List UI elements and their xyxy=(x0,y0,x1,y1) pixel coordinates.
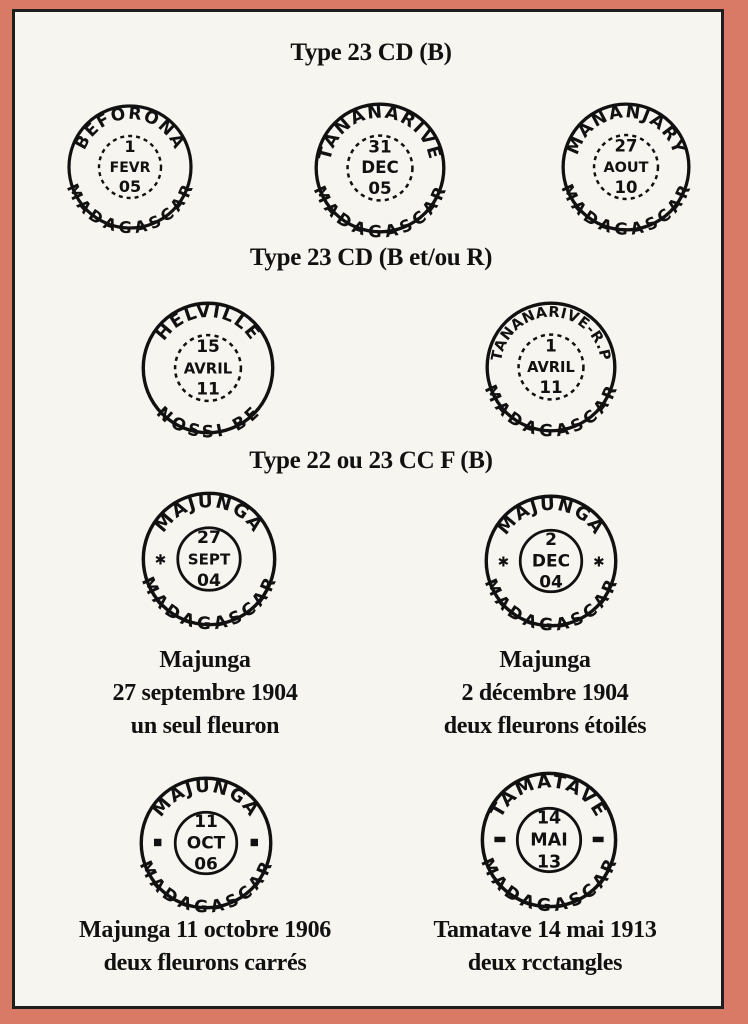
postmark-top-text: MAJUNGA xyxy=(493,493,609,540)
postmark-top-text: TAMATAVE xyxy=(486,771,612,822)
postmark-plate xyxy=(12,9,724,1009)
postmark-bottom-text: MADAGASCAR xyxy=(480,381,622,441)
square-fleuron-icon xyxy=(154,839,161,846)
postmark-date-line: 2 xyxy=(545,530,557,551)
postmark-date-line: 13 xyxy=(536,852,562,873)
postmark-majunga-1904-dec xyxy=(479,492,623,636)
postmark-date-line: AOUT xyxy=(603,160,649,177)
postmark-date-line: DEC xyxy=(531,551,571,572)
postmark-date-line: AVRIL xyxy=(183,359,233,378)
postmark-date-line: 11 xyxy=(539,377,563,398)
postmark-date-line: 27 xyxy=(197,527,221,548)
caption-line: Majunga xyxy=(159,647,251,673)
postmark-top-text: HELVILLE xyxy=(151,300,265,345)
caption-majunga-dec-1904 xyxy=(395,644,695,743)
postmark-top-text: MANANJARY xyxy=(563,102,689,158)
fleuron-icon: ✱ xyxy=(154,552,167,569)
postmark-top-text: MAJUNGA xyxy=(150,490,268,537)
section-heading-type-23-cd-b: Type 23 CD (B) xyxy=(290,39,452,66)
caption-line: deux fleurons carrés xyxy=(103,950,307,976)
caption-line: Majunga 11 octobre 1906 xyxy=(79,917,331,943)
postmark-date-line: 10 xyxy=(614,177,638,197)
postmark-date-line: AVRIL xyxy=(527,359,575,377)
postmark-date-line: 11 xyxy=(194,812,218,833)
postmark-date-line: OCT xyxy=(186,833,226,854)
star-fleuron-icon: ✱ xyxy=(497,554,510,571)
caption-majunga-1906 xyxy=(45,914,365,980)
rectangle-ornament-icon xyxy=(593,837,604,842)
postmark-bottom-text: NOSSI-BE xyxy=(152,402,265,443)
postmark-bottom-text: MADAGASCAR xyxy=(134,857,278,918)
postmark-bottom-text: MADAGASCAR xyxy=(557,181,695,240)
postmark-mananjary xyxy=(557,100,695,240)
postmark-date-line: DEC xyxy=(361,157,399,178)
postmark-bottom-text: MADAGASCAR xyxy=(62,180,198,238)
postmark-bottom-text: MADAGASCAR xyxy=(136,573,281,635)
postmark-top-text: BEFORONA xyxy=(71,103,189,153)
caption-line: 27 septembre 1904 xyxy=(112,680,298,706)
postmark-date-line: 27 xyxy=(614,136,638,156)
postmark-top-text: TANANARIVE-R.P xyxy=(488,303,614,363)
caption-line: 2 décembre 1904 xyxy=(461,680,629,706)
postmark-date-line: 1 xyxy=(545,335,557,356)
postmark-date-line: 31 xyxy=(368,136,392,157)
caption-line: Tamatave 14 mai 1913 xyxy=(433,917,657,943)
caption-line: un seul fleuron xyxy=(130,713,280,739)
postmark-bottom-text: MADAGASCAR xyxy=(309,182,451,242)
postmark-majunga-1906 xyxy=(134,774,278,918)
postmark-helville xyxy=(139,299,277,443)
postmark-date-line: 11 xyxy=(196,379,220,400)
postmark-top-text: MAJUNGA xyxy=(148,775,264,822)
postmark-bottom-text: MADAGASCAR xyxy=(479,575,623,636)
postmark-top-text: TANANARIVE xyxy=(314,101,446,163)
section-heading-type-22-ou-23-cc-f: Type 22 ou 23 CC F (B) xyxy=(249,447,493,474)
postmark-date-line: 1 xyxy=(124,137,136,156)
postmark-date-line: 04 xyxy=(197,570,221,591)
postmark-date-line: SEPT xyxy=(187,550,231,569)
postmark-date-line: 04 xyxy=(539,572,563,593)
postmark-tananarive xyxy=(309,100,451,242)
caption-line: deux fleurons étoilés xyxy=(443,713,647,739)
postmark-date-line: FEVR xyxy=(109,160,151,176)
rectangle-ornament-icon xyxy=(494,837,505,842)
postmark-tamatave-1913 xyxy=(476,769,622,917)
caption-tamatave-1913 xyxy=(395,914,695,980)
square-fleuron-icon xyxy=(251,839,258,846)
postmark-date-line: MAI xyxy=(530,830,568,851)
postmark-date-line: 15 xyxy=(196,337,220,358)
postmark-tananarive-rp xyxy=(480,299,622,441)
postmark-date-line: 05 xyxy=(118,177,142,196)
caption-line: deux rcctangles xyxy=(467,950,623,976)
postmark-date-line: 06 xyxy=(194,854,218,875)
postmark-beforona xyxy=(62,102,198,238)
postmark-bottom-text: MADAGASCAR xyxy=(476,855,622,917)
section-heading-type-23-cd-b-et-ou-r: Type 23 CD (B et/ou R) xyxy=(249,244,493,271)
postmark-date-line: 14 xyxy=(536,808,562,829)
caption-majunga-sept-1904 xyxy=(65,644,345,743)
caption-line: Majunga xyxy=(499,647,591,673)
star-fleuron-icon: ✱ xyxy=(592,554,605,571)
postmark-date-line: 05 xyxy=(368,178,392,199)
postmark-majunga-1904-sept xyxy=(136,489,281,635)
